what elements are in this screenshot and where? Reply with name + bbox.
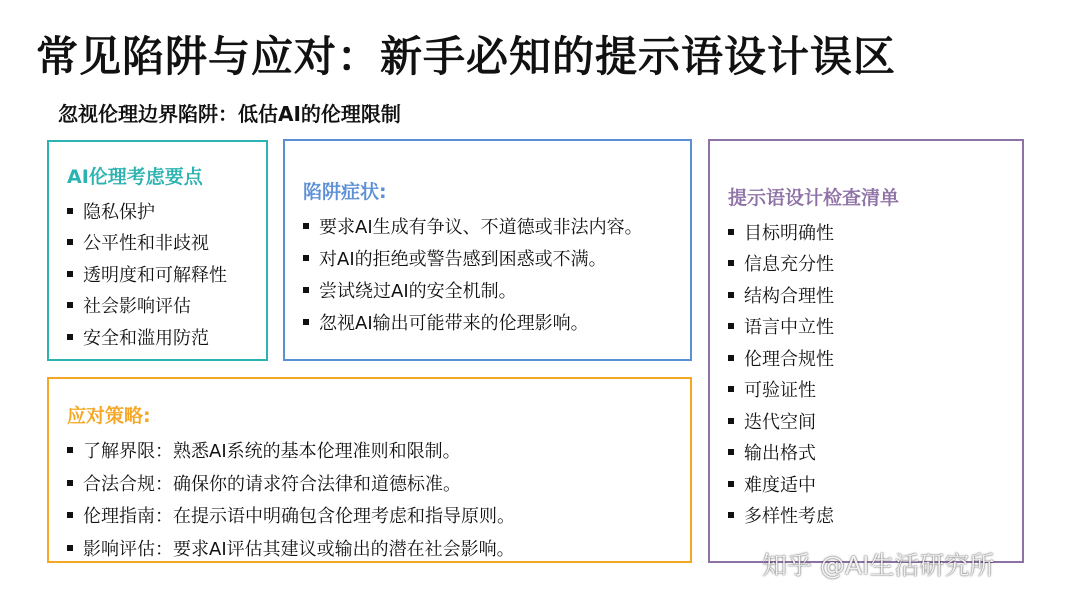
bullet-icon (303, 287, 309, 293)
list-item-text: 语言中立性 (744, 317, 834, 339)
list-item-text: 尝试绕过AI的安全机制。 (319, 281, 517, 302)
list-item (728, 500, 1022, 532)
bullet-icon (728, 260, 734, 266)
bullet-icon (728, 386, 734, 392)
list-item (67, 258, 266, 290)
ethics-points-box (47, 140, 268, 361)
bullet-icon (728, 292, 734, 298)
bullet-icon (728, 481, 734, 487)
checklist-box (708, 139, 1024, 563)
list-item-text: 结构合理性 (744, 285, 834, 307)
bullet-icon (67, 480, 73, 486)
bullet-icon (728, 229, 734, 235)
list-item-text: 输出格式 (744, 443, 816, 465)
list-item (728, 468, 1022, 500)
list-item (67, 467, 690, 500)
strategies-list (67, 434, 690, 564)
checklist-heading: 提示语设计检查清单 (728, 187, 900, 209)
symptoms-list (303, 210, 690, 338)
list-item (67, 434, 690, 467)
strategies-box (47, 377, 692, 563)
list-item (67, 290, 266, 322)
bullet-icon (67, 208, 73, 214)
ethics-points-list (67, 195, 266, 353)
bullet-icon (67, 512, 73, 518)
bullet-icon (303, 223, 309, 229)
bullet-icon (67, 334, 73, 340)
bullet-icon (67, 545, 73, 551)
list-item (303, 306, 690, 338)
bullet-icon (67, 447, 73, 453)
list-item-text: 迭代空间 (744, 411, 816, 433)
bullet-icon (728, 418, 734, 424)
list-item (67, 499, 690, 532)
list-item (67, 195, 266, 227)
list-item-text: 合法合规：确保你的请求符合法律和道德标准。 (83, 473, 461, 495)
bullet-icon (303, 255, 309, 261)
list-item (67, 227, 266, 259)
page-title: 常见陷阱与应对：新手必知的提示语设计误区 (36, 32, 897, 81)
list-item-text: 可验证性 (744, 380, 816, 402)
list-item-text: 伦理合规性 (744, 348, 834, 370)
symptoms-heading: 陷阱症状: (303, 181, 387, 203)
list-item-text: 难度适中 (744, 474, 816, 496)
bullet-icon (728, 512, 734, 518)
list-item-text: 对AI的拒绝或警告感到困惑或不满。 (319, 249, 607, 270)
list-item-text: 透明度和可解释性 (83, 264, 227, 286)
bullet-icon (728, 323, 734, 329)
list-item-text: 社会影响评估 (83, 296, 191, 318)
list-item-text: 目标明确性 (744, 222, 834, 244)
list-item-text: 忽视AI输出可能带来的伦理影响。 (319, 313, 589, 334)
list-item-text: 信息充分性 (744, 254, 834, 276)
list-item (728, 248, 1022, 280)
bullet-icon (67, 302, 73, 308)
list-item (303, 242, 690, 274)
list-item (67, 321, 266, 353)
bullet-icon (67, 271, 73, 277)
list-item (303, 274, 690, 306)
list-item-text: 多样性考虑 (744, 506, 834, 528)
watermark: 知乎 @AI生活研究所 (762, 551, 995, 580)
list-item-text: 要求AI生成有争议、不道德或非法内容。 (319, 217, 643, 238)
bullet-icon (67, 239, 73, 245)
list-item (67, 532, 690, 565)
section-subtitle: 忽视伦理边界陷阱：低估AI的伦理限制 (58, 102, 401, 126)
bullet-icon (303, 319, 309, 325)
list-item (728, 279, 1022, 311)
list-item (303, 210, 690, 242)
list-item (728, 216, 1022, 248)
checklist-list (728, 216, 1022, 531)
list-item-text: 影响评估：要求AI评估其建议或输出的潜在社会影响。 (83, 538, 515, 560)
bullet-icon (728, 355, 734, 361)
strategies-heading: 应对策略: (67, 405, 151, 427)
list-item (728, 437, 1022, 469)
list-item-text: 隐私保护 (83, 201, 155, 223)
list-item-text: 伦理指南：在提示语中明确包含伦理考虑和指导原则。 (83, 506, 515, 528)
ethics-points-heading: AI伦理考虑要点 (67, 166, 203, 188)
symptoms-box (283, 139, 692, 361)
list-item-text: 安全和滥用防范 (83, 327, 209, 349)
list-item (728, 311, 1022, 343)
list-item (728, 405, 1022, 437)
list-item (728, 374, 1022, 406)
bullet-icon (728, 449, 734, 455)
list-item (728, 342, 1022, 374)
list-item-text: 了解界限：熟悉AI系统的基本伦理准则和限制。 (83, 441, 461, 463)
list-item-text: 公平性和非歧视 (83, 233, 209, 255)
